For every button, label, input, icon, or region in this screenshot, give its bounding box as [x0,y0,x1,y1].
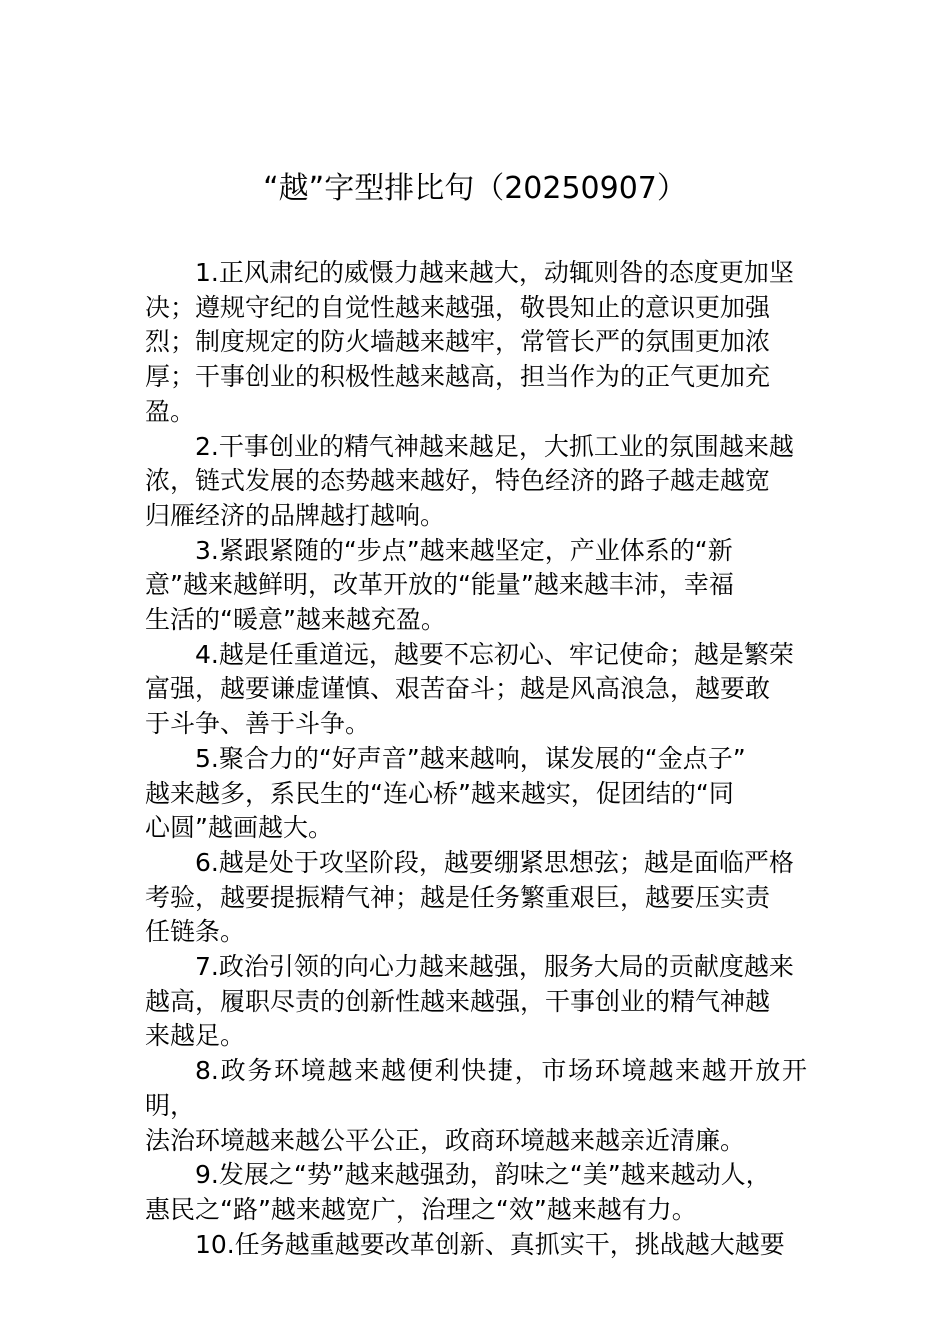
document-body [145,256,807,1262]
paragraph-6: 6.越是处于攻坚阶段，越要绷紧思想弦；越是面临严格 考验，越要提振精气神；越是任务繁重艰巨，越要压实责 任链条。 [145,847,794,947]
paragraph-2: 2.干事创业的精气神越来越足，大抓工业的氛围越来越 浓，链式发展的态势越来越好，特色经济的路子越走越宽 归雁经济的品牌越打越响。 [145,431,794,530]
paragraph-8: 8.政务环境越来越便利快捷，市场环境越来越开放开明， 法治环境越来越公平公正，政商环境越来越亲近清廉。 [145,1056,807,1155]
paragraph-1: 1.正风肃纪的威慑力越来越大，动辄则咎的态度更加坚 决；遵规守纪的自觉性越来越强，敬畏知止的意识更加强 烈；制度规定的防火墙越来越牢，常管长严的氛围更加浓 厚；干事创业的积极性越来越高，担当作为的正气更加充 盈。 [145,258,794,426]
paragraph-10: 10.任务越重越要改革创新、真抓实干，挑战越大越要 [195,1229,785,1259]
paragraph-4: 4.越是任重道远，越要不忘初心、牢记使命；越是繁荣 富强，越要谦虚谨慎、艰苦奋斗；越是风高浪急，越要敢 于斗争、善于斗争。 [145,639,794,739]
paragraph-3: 3.紧跟紧随的“步点”越来越坚定，产业体系的“新 意”越来越鲜明，改革开放的“能量”越来越丰沛，幸福 生活的“暖意”越来越充盈。 [145,535,734,635]
paragraph-5: 5.聚合力的“好声音”越来越响，谋发展的“金点子” 越来越多，系民生的“连心桥”越来越实，促团结的“同 心圆”越画越大。 [145,743,746,843]
paragraph-9: 9.发展之“势”越来越强劲，韵味之“美”越来越动人， 惠民之“路”越来越宽广，治理之“效”越来越有力。 [145,1160,771,1224]
paragraph-7: 7.政治引领的向心力越来越强，服务大局的贡献度越来 越高，履职尽责的创新性越来越强，干事创业的精气神越 来越足。 [145,952,794,1051]
document-title: “越”字型排比句（20250907） [263,171,687,206]
